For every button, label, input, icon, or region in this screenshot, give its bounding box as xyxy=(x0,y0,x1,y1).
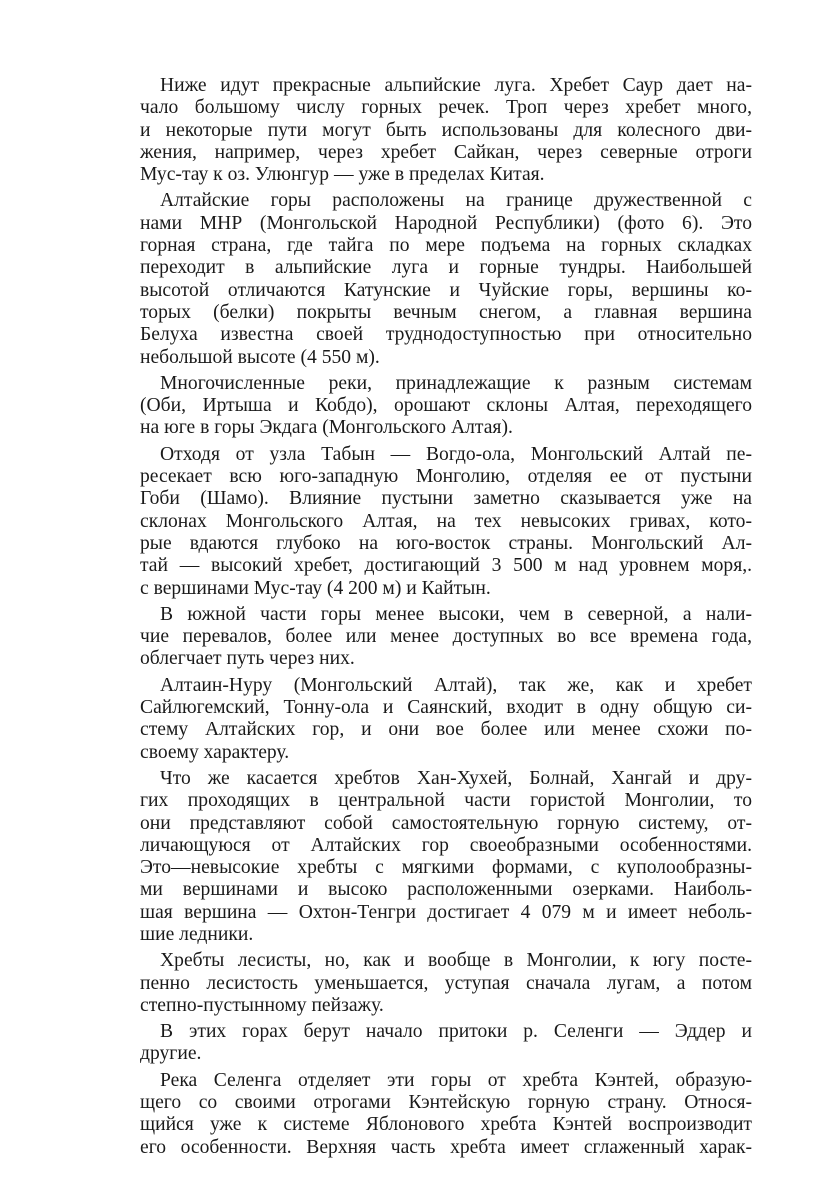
text-line: стему Алтайских гор, и они вое более или менее схожи по- xyxy=(140,719,752,741)
text-line: торых (белки) покрыты вечным снегом, а главная вершина xyxy=(140,301,752,323)
paragraph-kentei xyxy=(140,1070,752,1159)
text-line: В южной части горы менее высоки, чем в северной, а нали- xyxy=(160,603,752,625)
text-line: его особенности. Верхняя часть хребта имеет сглаженный харак- xyxy=(140,1136,752,1158)
text-line: склонах Монгольского Алтая, на тех невысоких гривах, кото- xyxy=(140,510,752,532)
text-line: Алтаин-Нуру (Монгольский Алтай), так же, как и хребет xyxy=(160,674,752,696)
paragraph-selenga-tributaries xyxy=(140,1021,752,1066)
text-line: Река Селенга отделяет эти горы от хребта Кэнтей, образую- xyxy=(160,1069,752,1091)
text-line: жения, например, через хребет Сайкан, через северные отроги xyxy=(140,141,752,163)
text-line: с вершинами Мус-тау (4 200 м) и Кайтын. xyxy=(140,577,491,599)
text-line: Ниже идут прекрасные альпийские луга. Хребет Саур дает на- xyxy=(160,75,752,96)
text-line: чало большому числу горных речек. Троп через хребет много, xyxy=(140,97,752,119)
text-line: на юге в горы Экдага (Монгольского Алтая). xyxy=(140,417,513,439)
paragraph-saur xyxy=(140,75,752,186)
paragraph-mongolian-altai xyxy=(140,444,752,600)
text-line: Хребты лесисты, но, как и вообще в Монголии, к югу посте- xyxy=(160,950,752,972)
text-line: ми вершинами и высоко расположенными озерками. Наиболь- xyxy=(140,879,752,901)
text-line: тай — высокий хребет, достигающий 3 500 м над уровнем моря,. xyxy=(140,555,752,577)
text-line: Гоби (Шамо). Влияние пустыни заметно сказывается уже на xyxy=(140,488,752,510)
text-line: переходит в альпийские луга и горные тундры. Наибольшей xyxy=(140,257,752,279)
text-line: личающуюся от Алтайских гор своеобразными особенностями. xyxy=(140,834,752,856)
text-line: Отходя от узла Табын — Вогдо-ола, Монгольский Алтай пе- xyxy=(160,443,752,465)
text-line: небольшой высоте (4 550 м). xyxy=(140,346,380,368)
paragraph-altai xyxy=(140,190,752,368)
text-line: Алтайские горы расположены на границе дружественной с xyxy=(160,190,752,212)
text-line: В этих горах берут начало притоки р. Селенги — Эддер и xyxy=(160,1021,752,1043)
paragraph-south-passes xyxy=(140,604,752,671)
paragraph-khangai xyxy=(140,768,752,946)
paragraph-rivers xyxy=(140,373,752,440)
text-line: и некоторые пути могут быть использованы для колесного дви- xyxy=(140,119,752,141)
text-line: ресекает всю юго-западную Монголию, отделяя ее от пустыни xyxy=(140,466,752,488)
text-line: Многочисленные реки, принадлежащие к разным системам xyxy=(160,372,752,394)
text-line: своему характеру. xyxy=(140,741,290,763)
text-line: облегчает путь через них. xyxy=(140,648,355,670)
text-line: горная страна, где тайга по мере подъема на горных складках xyxy=(140,235,752,257)
text-line: Сайлюгемский, Тонну-ола и Саянский, входит в одну общую си- xyxy=(140,697,752,719)
text-line: другие. xyxy=(140,1043,202,1065)
text-line: Что же касается хребтов Хан-Хухей, Болнай, Хангай и дру- xyxy=(160,767,752,789)
text-line: пенно лесистость уменьшается, уступая сначала лугам, а потом xyxy=(140,972,752,994)
text-line: шие ледники. xyxy=(140,923,254,945)
text-line: степно-пустынному пейзажу. xyxy=(140,994,384,1016)
page-text xyxy=(140,75,752,1163)
text-line: шая вершина — Охтон-Тенгри достигает 4 079 м и имеет неболь- xyxy=(140,901,752,923)
text-line: щего со своими отрогами Кэнтейскую горную страну. Относя- xyxy=(140,1092,752,1114)
text-line: Мус-тау к оз. Улюнгур — уже в пределах Китая. xyxy=(140,164,545,186)
text-line: Это—невысокие хребты с мягкими формами, с куполообразны- xyxy=(140,857,752,879)
text-line: рые вдаются глубоко на юго-восток страны. Монгольский Ал- xyxy=(140,532,752,554)
text-line: они представляют собой самостоятельную горную систему, от- xyxy=(140,812,752,834)
text-line: высотой отличаются Катунские и Чуйские горы, вершины ко- xyxy=(140,279,752,301)
paragraph-forests xyxy=(140,950,752,1017)
text-line: (Оби, Иртыша и Кобдо), орошают склоны Алтая, переходящего xyxy=(140,395,752,417)
text-line: нами МНР (Монгольской Народной Республики) (фото 6). Это xyxy=(140,212,752,234)
text-line: Белуха известна своей труднодоступностью при относительно xyxy=(140,324,752,346)
paragraph-altain-nuru xyxy=(140,675,752,764)
text-line: щийся уже к системе Яблонового хребта Кэнтей воспроизводит xyxy=(140,1114,752,1136)
text-line: чие перевалов, более или менее доступных во все времена года, xyxy=(140,626,752,648)
text-line: гих проходящих в центральной части гористой Монголии, то xyxy=(140,790,752,812)
